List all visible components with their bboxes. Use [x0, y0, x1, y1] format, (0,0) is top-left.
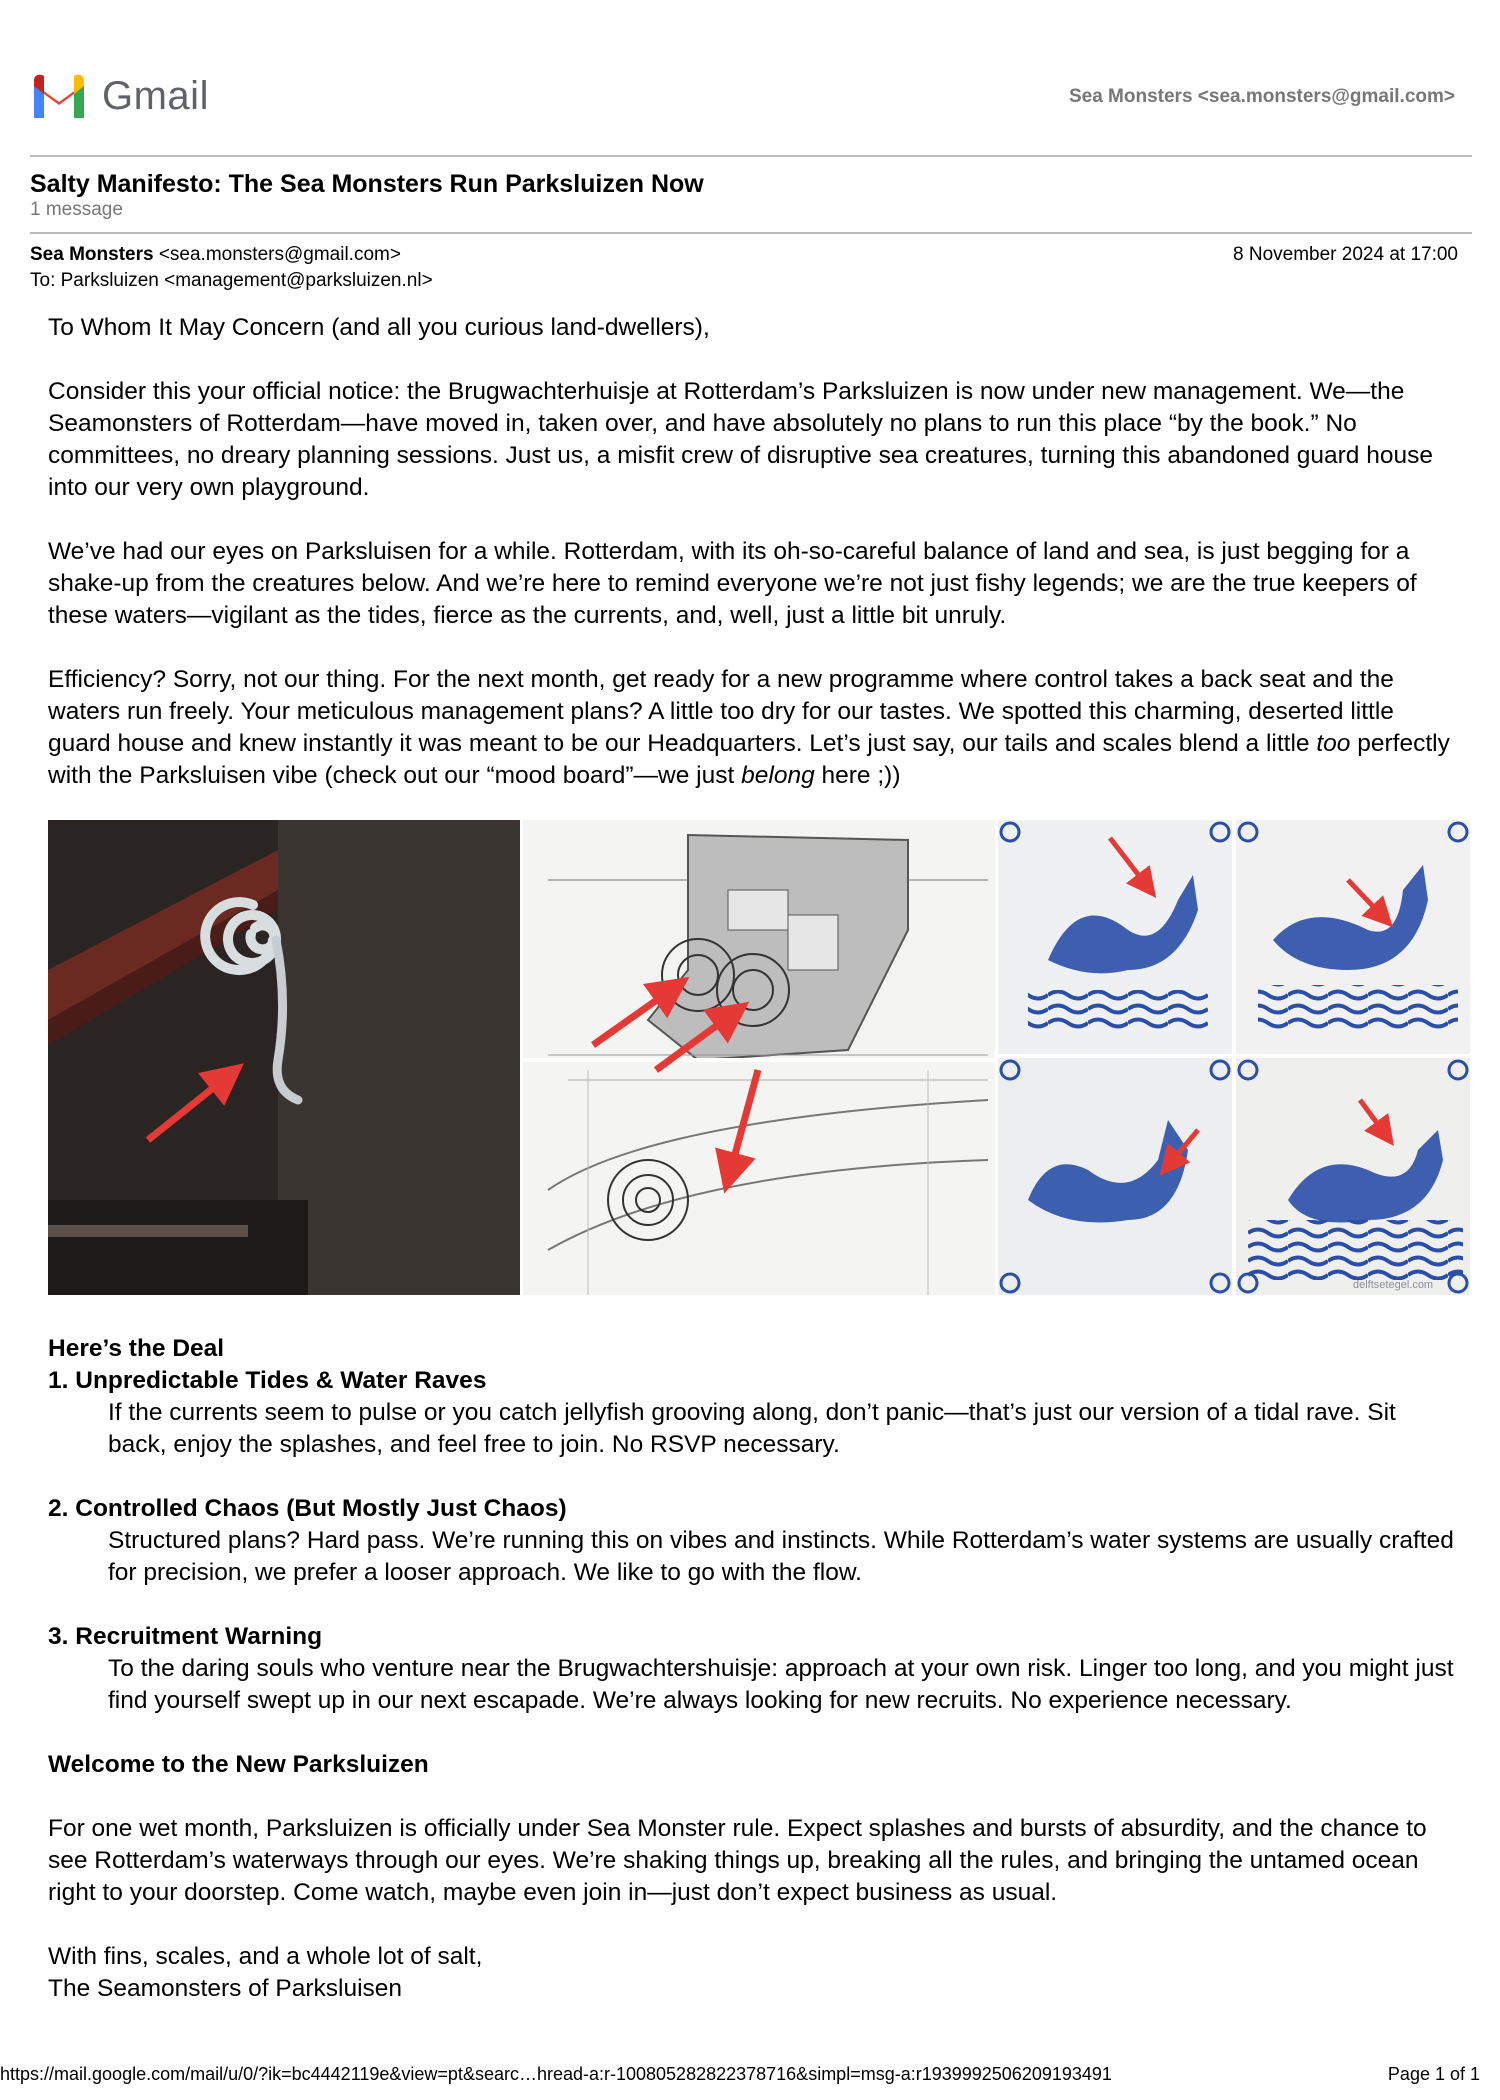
- paragraph: We’ve had our eyes on Parksluisen for a while. Rotterdam, with its oh-so-careful balance of land and sea, is just begging for a shake-up from the creatures below. And we’re here to remind everyone we’re not just fishy legends; we are the true keepers of these waters—vigilant as the tides, fierce as the currents, and, well, just a little bit unruly.: [48, 538, 1417, 629]
- list-item-body: To the daring souls who venture near the Brugwachtershuisje: approach at your own risk. Linger too long, and you might just find yourself swept up in our next escapade. We’re always looking for new recruits. No experience necessary.: [108, 1655, 1454, 1714]
- list-item: [48, 1365, 1458, 1461]
- recipient: To: Parksluizen <management@parksluizen.nl>: [30, 270, 433, 291]
- text: here ;)): [814, 762, 901, 789]
- list-number: 3.: [48, 1623, 69, 1650]
- gmail-m-icon: [30, 74, 88, 118]
- message-body-lower: [48, 1333, 1458, 2005]
- paragraph: [48, 664, 1458, 792]
- message-date: 8 November 2024 at 17:00: [1233, 244, 1458, 265]
- divider: [30, 232, 1472, 234]
- emphasis: too: [1316, 730, 1351, 757]
- paragraph: Consider this your official notice: the Brugwachterhuisje at Rotterdam’s Parksluizen is now under new management. We—the Seamonsters of Rotterdam—have moved in, taken over, and have absolutely no plans to run this place “by the book.” No committees, no dreary planning sessions. Just us, a misfit crew of disruptive sea creatures, turning this abandoned guard house into our very own playground.: [48, 378, 1433, 501]
- list-item: [48, 1493, 1458, 1589]
- section-heading: Welcome to the New Parksluizen: [48, 1751, 429, 1778]
- railing-photo: [48, 820, 520, 1295]
- list-title-text: Unpredictable Tides & Water Raves: [75, 1367, 487, 1394]
- paragraph: For one wet month, Parksluizen is officially under Sea Monster rule. Expect splashes and bursts of absurdity, and the chance to see Rotterdam’s waterways through our eyes. We’re shaking things up, breaking all the rules, and bringing the untamed ocean right to your doorstep. Come watch, maybe even join in—just don’t expect business as usual.: [48, 1815, 1427, 1906]
- list-item-body: Structured plans? Hard pass. We’re running this on vibes and instincts. While Rotterdam’s water systems are usually crafted for precision, we prefer a looser approach. We like to go with the flow.: [108, 1527, 1454, 1586]
- tile-watermark: delftsetegel.com: [1353, 1279, 1434, 1291]
- text: Efficiency? Sorry, not our thing. For the next month, get ready for a new programme where control takes a back seat and the waters run freely. Your meticulous management plans? A little too dry for our tastes. We spotted this charming, deserted little guard house and knew instantly it was meant to be our Headquarters. Let’s just say, our tails and scales blend a little: [48, 666, 1394, 757]
- list-item-title: [48, 1621, 1458, 1653]
- thread-subject: Salty Manifesto: The Sea Monsters Run Parksluizen Now: [30, 170, 704, 198]
- signoff-line: With fins, scales, and a whole lot of salt,: [48, 1943, 483, 1970]
- greeting: To Whom It May Concern (and all you curious land-dwellers),: [48, 314, 710, 341]
- gmail-logo: [30, 74, 209, 118]
- section-heading: Here’s the Deal: [48, 1335, 225, 1362]
- emphasis: belong: [741, 762, 815, 789]
- signature: The Seamonsters of Parksluisen: [48, 1975, 403, 2002]
- list-number: 2.: [48, 1495, 69, 1522]
- mood-board-image: [48, 820, 1470, 1295]
- message-body: [48, 312, 1458, 824]
- list-item-title: [48, 1493, 1458, 1525]
- list-item-title: [48, 1365, 1458, 1397]
- message-count: 1 message: [30, 199, 123, 220]
- app-name: Gmail: [102, 73, 209, 118]
- sender: [30, 244, 401, 266]
- account-label: Sea Monsters <sea.monsters@gmail.com>: [1068, 86, 1455, 107]
- list-item: [48, 1621, 1458, 1717]
- text: perfectly with the Parksluisen vibe (check out our “mood board”—we just: [48, 730, 1450, 789]
- list-title-text: Controlled Chaos (But Mostly Just Chaos): [75, 1495, 567, 1522]
- delft-tiles: [998, 820, 1470, 1295]
- tile: [998, 1058, 1232, 1295]
- list-number: 1.: [48, 1367, 69, 1394]
- list-item-body: If the currents seem to pulse or you catch jellyfish grooving along, don’t panic—that’s just our version of a tidal rave. Sit back, enjoy the splashes, and feel free to join. No RSVP necessary.: [108, 1399, 1396, 1458]
- page-number: Page 1 of 1: [1387, 2064, 1480, 2084]
- print-url: https://mail.google.com/mail/u/0/?ik=bc4442119e&view=pt&searc…hread-a:r-1008052828223787​16&simpl=msg-a:r1939992506209193491: [0, 2064, 1112, 2084]
- divider: [30, 155, 1472, 157]
- site-plan-drawing: [523, 820, 995, 1295]
- sender-name: Sea Monsters: [30, 244, 154, 265]
- sender-email: <sea.monsters@gmail.com>: [158, 244, 401, 265]
- list-title-text: Recruitment Warning: [75, 1623, 323, 1650]
